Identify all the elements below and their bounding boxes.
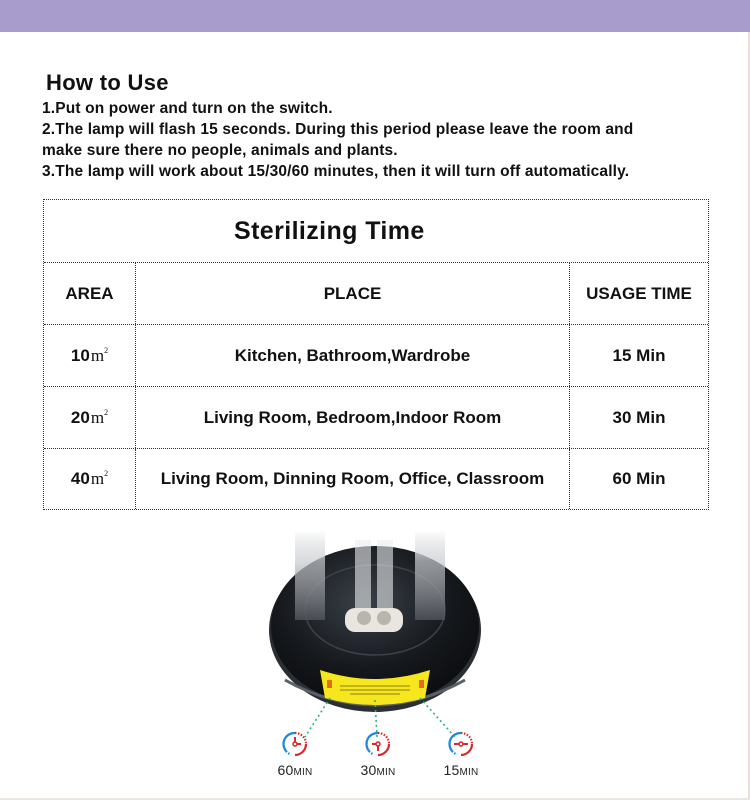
step-1: 1.Put on power and turn on the switch. [42,100,333,117]
area-value: 40 [70,469,90,488]
clock-icon [448,731,474,757]
area-unit: $m^2$ [90,469,109,488]
timer-label: 30MIN [360,762,396,778]
header-usage-time: USAGE TIME [586,283,692,303]
step-3: 3.The lamp will work about 15/30/60 minutes, then it will turn off automatically. [42,163,630,180]
timer-label: 60MIN [277,762,313,778]
place-cell: Living Room, Dinning Room, Office, Classroom [136,449,570,509]
area-unit: $m^2$ [90,345,109,365]
timer-label: 15MIN [443,762,479,778]
timer-30min [348,731,408,778]
time-cell: 15 Min [612,345,666,365]
area-unit: $m^2$ [90,407,109,427]
area-value: 20 [70,407,90,427]
timer-15min [431,731,491,778]
time-cell: 60 Min [612,469,666,488]
time-cell: 30 Min [612,407,666,427]
area-value: 10 [70,345,90,365]
clock-icon [282,731,308,757]
place-cell: Living Room, Bedroom,Indoor Room [136,387,570,448]
clock-icon [365,731,391,757]
header-place: PLACE [136,263,570,324]
header-area: AREA [44,263,136,324]
place-cell: Kitchen, Bathroom,Wardrobe [136,325,570,386]
section-title: How to Use [46,70,169,95]
step-2: 2.The lamp will flash 15 seconds. During this period please leave the room and [42,121,634,138]
table-title: Sterilizing Time [234,216,425,245]
step-2-continued: make sure there no people, animals and plants. [42,142,398,159]
timer-60min [265,731,325,778]
